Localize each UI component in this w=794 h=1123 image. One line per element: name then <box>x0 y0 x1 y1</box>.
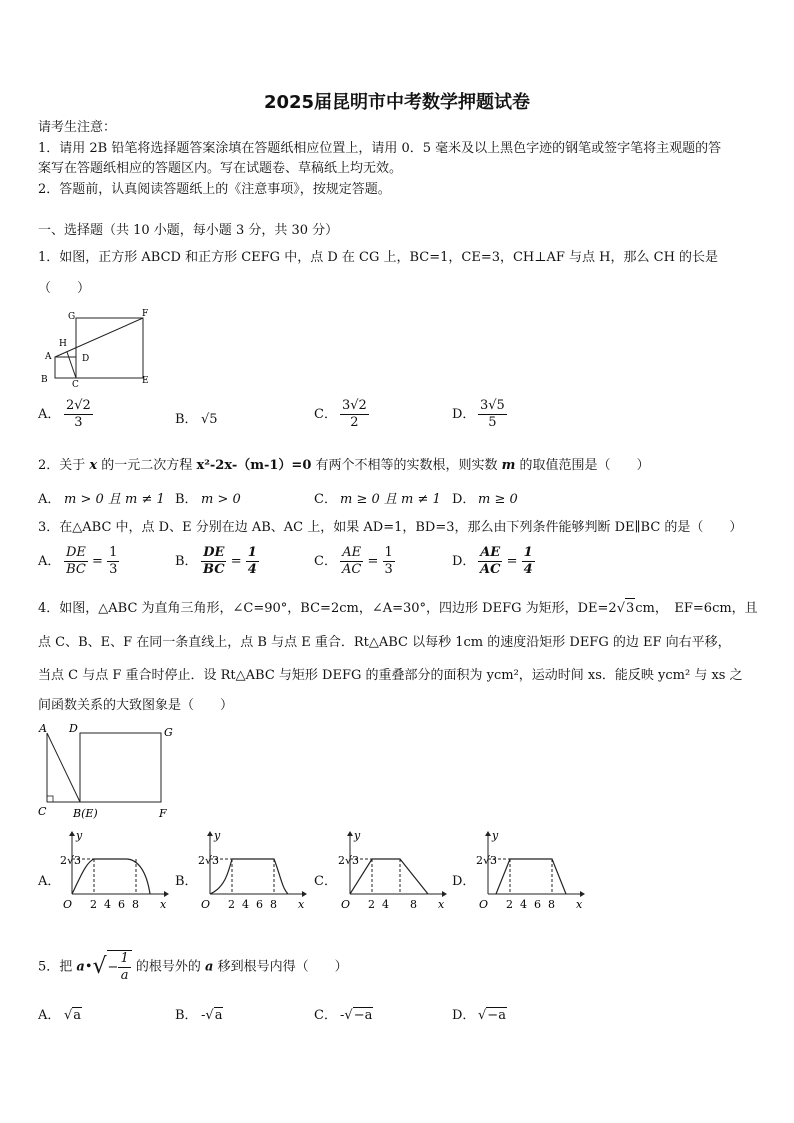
q4-option-d[interactable]: D． <box>452 874 476 889</box>
svg-text:O: O <box>201 898 211 911</box>
q4-fig-label-be: B(E) <box>73 807 98 820</box>
q5-stem: 5．把 a•√− $\frac{1}{a}$ 的根号外的 a 移到根号内得（ ） <box>38 951 348 983</box>
q2-option-a[interactable]: A． m > 0 且 m ≠ 1 <box>38 492 165 507</box>
q4-line-3: 当点 C 与点 F 重合时停止．设 Rt△ABC 与矩形 DEFG 的重叠部分的面积为 ycm²，运动时间 xs．能反映 ycm² 与 xs 之 <box>38 668 743 683</box>
notice-line-1b: 案写在答题纸相应的答题区内。写在试题卷、草稿纸上均无效。 <box>38 161 403 176</box>
q4-line-4: 间函数关系的大致图象是（ ） <box>38 698 234 713</box>
q1-fig-label-f: F <box>142 309 149 319</box>
q1-fig-label-d: D <box>82 354 90 364</box>
q1-fig-label-a: A <box>45 352 52 362</box>
svg-text:2: 2 <box>506 898 513 911</box>
q5-option-d[interactable]: D． √−a <box>452 1008 506 1023</box>
svg-text:y: y <box>214 829 221 842</box>
svg-text:O: O <box>341 898 351 911</box>
svg-text:2√3: 2√3 <box>198 854 220 867</box>
q1-option-a[interactable]: A． $\frac{2√2}{3}$ <box>38 398 91 430</box>
svg-text:4: 4 <box>520 898 527 911</box>
q1-paren: （ ） <box>38 281 91 296</box>
q3-option-b[interactable]: B． $\frac{DE}{BC}$ = $\frac{1}{4}$ <box>175 545 257 577</box>
q4-fig-label-c: C <box>38 805 47 818</box>
q4-fig-label-f: F <box>159 807 167 820</box>
svg-text:8: 8 <box>132 898 139 911</box>
q2-option-c[interactable]: C． m ≥ 0 且 m ≠ 1 <box>314 492 441 507</box>
svg-text:6: 6 <box>534 898 541 911</box>
svg-text:O: O <box>63 898 73 911</box>
svg-text:2: 2 <box>368 898 375 911</box>
q1-fig-label-b: B <box>41 375 48 385</box>
q4-graph-c[interactable] <box>336 828 454 916</box>
svg-text:6: 6 <box>256 898 263 911</box>
q4-line-2: 点 C、B、E、F 在同一条直线上，点 B 与点 E 重合．Rt△ABC 以每秒 1cm 的速度沿矩形 DEFG 的边 EF 向右平移， <box>38 635 731 650</box>
q1-fig-label-h: H <box>59 339 67 349</box>
svg-text:8: 8 <box>410 898 417 911</box>
notice-line-1a: 1．请用 2B 铅笔将选择题答案涂填在答题纸相应位置上，请用 0．5 毫米及以上黑色字迹的钢笔或签字笔将主观题的答 <box>38 141 722 156</box>
svg-text:4: 4 <box>382 898 389 911</box>
q5-option-a[interactable]: A． √a <box>38 1008 82 1023</box>
svg-text:y: y <box>492 829 499 842</box>
svg-text:2√3: 2√3 <box>60 854 82 867</box>
q4-option-b[interactable]: B． <box>175 874 198 889</box>
q1-option-c[interactable]: C． $\frac{3√2}{2}$ <box>314 398 367 430</box>
svg-text:6: 6 <box>118 898 125 911</box>
q1-fig-label-e: E <box>142 376 149 386</box>
q3-option-c[interactable]: C． $\frac{AE}{AC}$ = $\frac{1}{3}$ <box>314 545 393 577</box>
q1-figure <box>38 308 156 388</box>
svg-text:8: 8 <box>270 898 277 911</box>
svg-text:2√3: 2√3 <box>338 854 360 867</box>
q4-fig-label-g: G <box>164 726 173 739</box>
q4-option-c[interactable]: C． <box>314 874 337 889</box>
svg-text:y: y <box>76 829 83 842</box>
svg-text:O: O <box>479 898 489 911</box>
q4-graph-d[interactable] <box>474 828 592 916</box>
svg-text:2√3: 2√3 <box>476 854 498 867</box>
q4-graph-a[interactable] <box>58 828 176 916</box>
q3-option-a[interactable]: A． $\frac{DE}{BC}$ = $\frac{1}{3}$ <box>38 545 118 577</box>
section-heading: 一、选择题（共 10 小题，每小题 3 分，共 30 分） <box>38 223 339 238</box>
q5-option-c[interactable]: C． -√−a <box>314 1008 373 1023</box>
svg-text:8: 8 <box>548 898 555 911</box>
q1-fig-label-g: G <box>68 312 76 322</box>
page-title: 2025届昆明市中考数学押题试卷 <box>263 92 531 113</box>
notice-heading: 请考生注意： <box>38 120 117 135</box>
q4-figure <box>38 720 180 824</box>
svg-text:x: x <box>438 898 445 911</box>
svg-text:2: 2 <box>90 898 97 911</box>
q5-option-b[interactable]: B． -√a <box>175 1008 223 1023</box>
notice-line-2: 2．答题前，认真阅读答题纸上的《注意事项》，按规定答题。 <box>38 182 391 197</box>
q4-line-1: 4．如图，△ABC 为直角三角形，∠C=90°，BC=2cm，∠A=30°，四边形 DEFG 为矩形，DE=2√3cm， EF=6cm，且 <box>38 598 758 619</box>
q4-fig-label-a: A <box>39 722 47 735</box>
svg-text:y: y <box>354 829 361 842</box>
q2-stem: 2．关于 x 的一元二次方程 x²-2x-（m-1）=0 有两个不相等的实数根，则实数 m 的取值范围是（ ） <box>38 458 650 473</box>
svg-text:x: x <box>298 898 305 911</box>
q3-stem: 3．在△ABC 中，点 D、E 分别在边 AB、AC 上，如果 AD=1，BD=3，那么由下列条件能够判断 DE∥BC 的是（ ） <box>38 520 743 535</box>
q1-option-d[interactable]: D． $\frac{3√5}{5}$ <box>452 398 505 430</box>
q1-option-b[interactable]: B． √5 <box>175 412 218 427</box>
q4-option-a[interactable]: A． <box>38 874 61 889</box>
q3-option-d[interactable]: D． $\frac{AE}{AC}$ = $\frac{1}{4}$ <box>452 545 533 577</box>
svg-text:x: x <box>576 898 583 911</box>
q4-fig-label-d: D <box>69 722 78 735</box>
q2-option-d[interactable]: D． m ≥ 0 <box>452 492 518 507</box>
q4-graph-b[interactable] <box>196 828 314 916</box>
q1-stem: 1．如图，正方形 ABCD 和正方形 CEFG 中，点 D 在 CG 上，BC=1，CE=3，CH⊥AF 与点 H，那么 CH 的长是 <box>38 250 719 265</box>
q1-fig-label-c: C <box>72 380 79 388</box>
svg-text:4: 4 <box>104 898 111 911</box>
svg-text:4: 4 <box>242 898 249 911</box>
svg-text:x: x <box>160 898 167 911</box>
q2-option-b[interactable]: B． m > 0 <box>175 492 241 507</box>
svg-text:2: 2 <box>228 898 235 911</box>
